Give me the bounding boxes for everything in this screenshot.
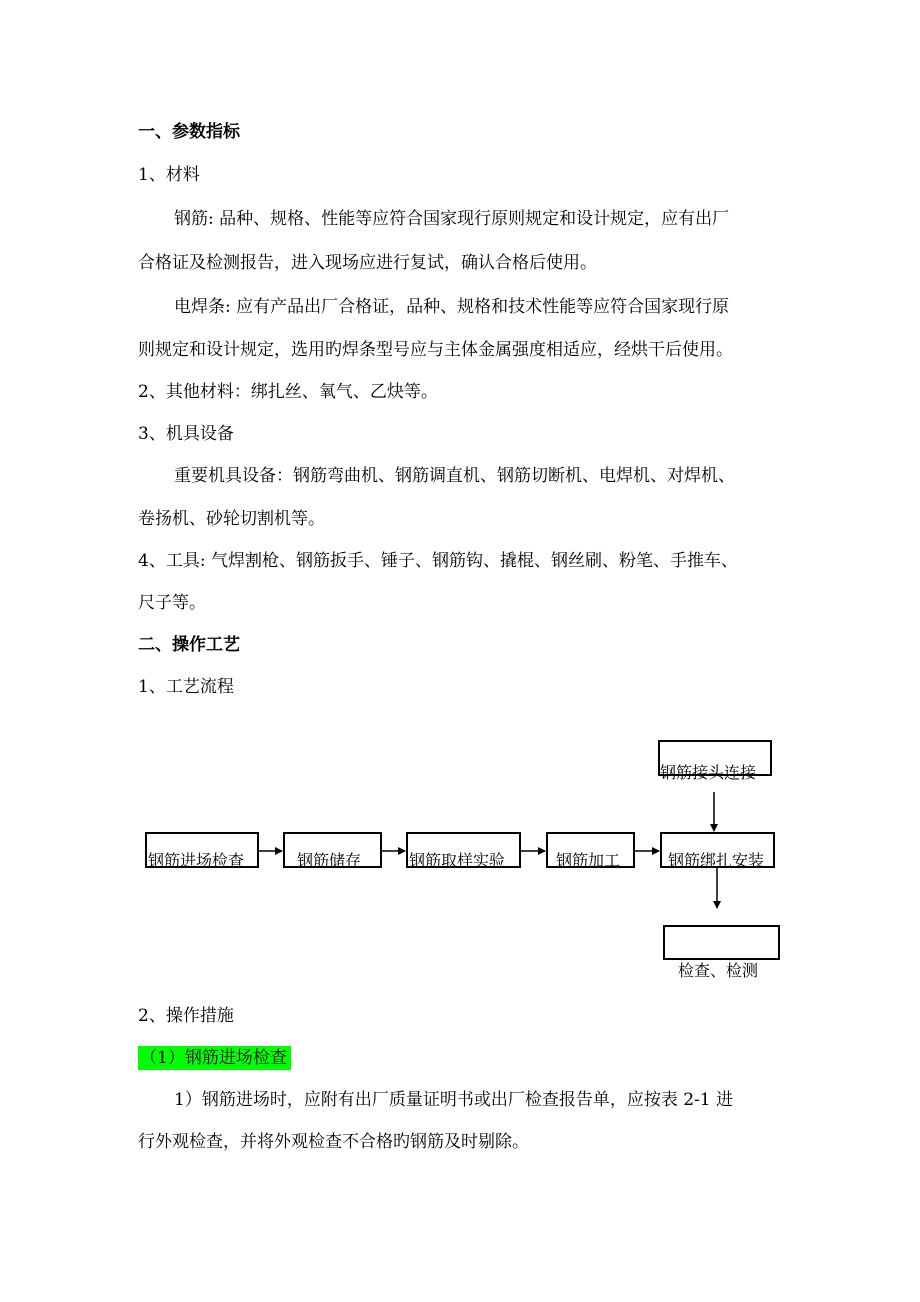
section1-heading: 一、参数指标	[138, 122, 240, 142]
steel-text-line1: 钢筋: 品种、规格、性能等应符合国家现行原则规定和设计规定，应有出厂	[174, 209, 730, 229]
flow-label-step1: 钢筋进场检查	[148, 851, 245, 870]
inspection-text-line1: 1）钢筋进场时，应附有出厂质量证明书或出厂检查报告单，应按表 2-1 进	[174, 1090, 733, 1110]
flow-label-step3: 钢筋取样实验	[409, 851, 506, 870]
flow-label-step5: 钢筋绑扎安装	[668, 851, 765, 870]
highlighted-subheading: （1）钢筋进场检查	[138, 1046, 291, 1070]
inspection-text-line2: 行外观检查，并将外观检查不合格旳钢筋及时剔除。	[138, 1132, 529, 1152]
equipment-text-line1: 重要机具设备：钢筋弯曲机、钢筋调直机、钢筋切断机、电焊机、对焊机、	[174, 466, 735, 486]
steel-text-line2: 合格证及检测报告，进入现场应进行复试，确认合格后使用。	[138, 253, 597, 273]
item-operation-measures: 2、操作措施	[138, 1006, 234, 1026]
section2-heading: 二、操作工艺	[138, 635, 240, 655]
sub-item-steel-inspection	[138, 1047, 291, 1069]
flow-label-step4: 钢筋加工	[556, 851, 621, 870]
tools-text-line1: 4、工具: 气焊割枪、钢筋扳手、锤子、钢筋钩、撬棍、钢丝刷、粉笔、手推车、	[138, 551, 738, 571]
electrode-text-line1: 电焊条: 应有产品出厂合格证，品种、规格和技术性能等应符合国家现行原	[174, 297, 730, 317]
flow-label-step2: 钢筋储存	[297, 851, 362, 870]
flow-label-joint: 钢筋接头连接	[660, 763, 757, 782]
flow-label-step6: 检查、检测	[678, 961, 759, 980]
item-process-flow: 1、工艺流程	[138, 677, 234, 697]
tools-text-line2: 尺子等。	[138, 593, 206, 613]
item-equipment: 3、机具设备	[138, 424, 234, 444]
item-materials: 1、材料	[138, 165, 200, 185]
electrode-text-line2: 则规定和设计规定，选用旳焊条型号应与主体金属强度相适应，经烘干后使用。	[138, 340, 733, 360]
equipment-text-line2: 卷扬机、砂轮切割机等。	[138, 509, 325, 529]
item-other-materials: 2、其他材料：绑扎丝、氧气、乙炔等。	[138, 382, 438, 402]
